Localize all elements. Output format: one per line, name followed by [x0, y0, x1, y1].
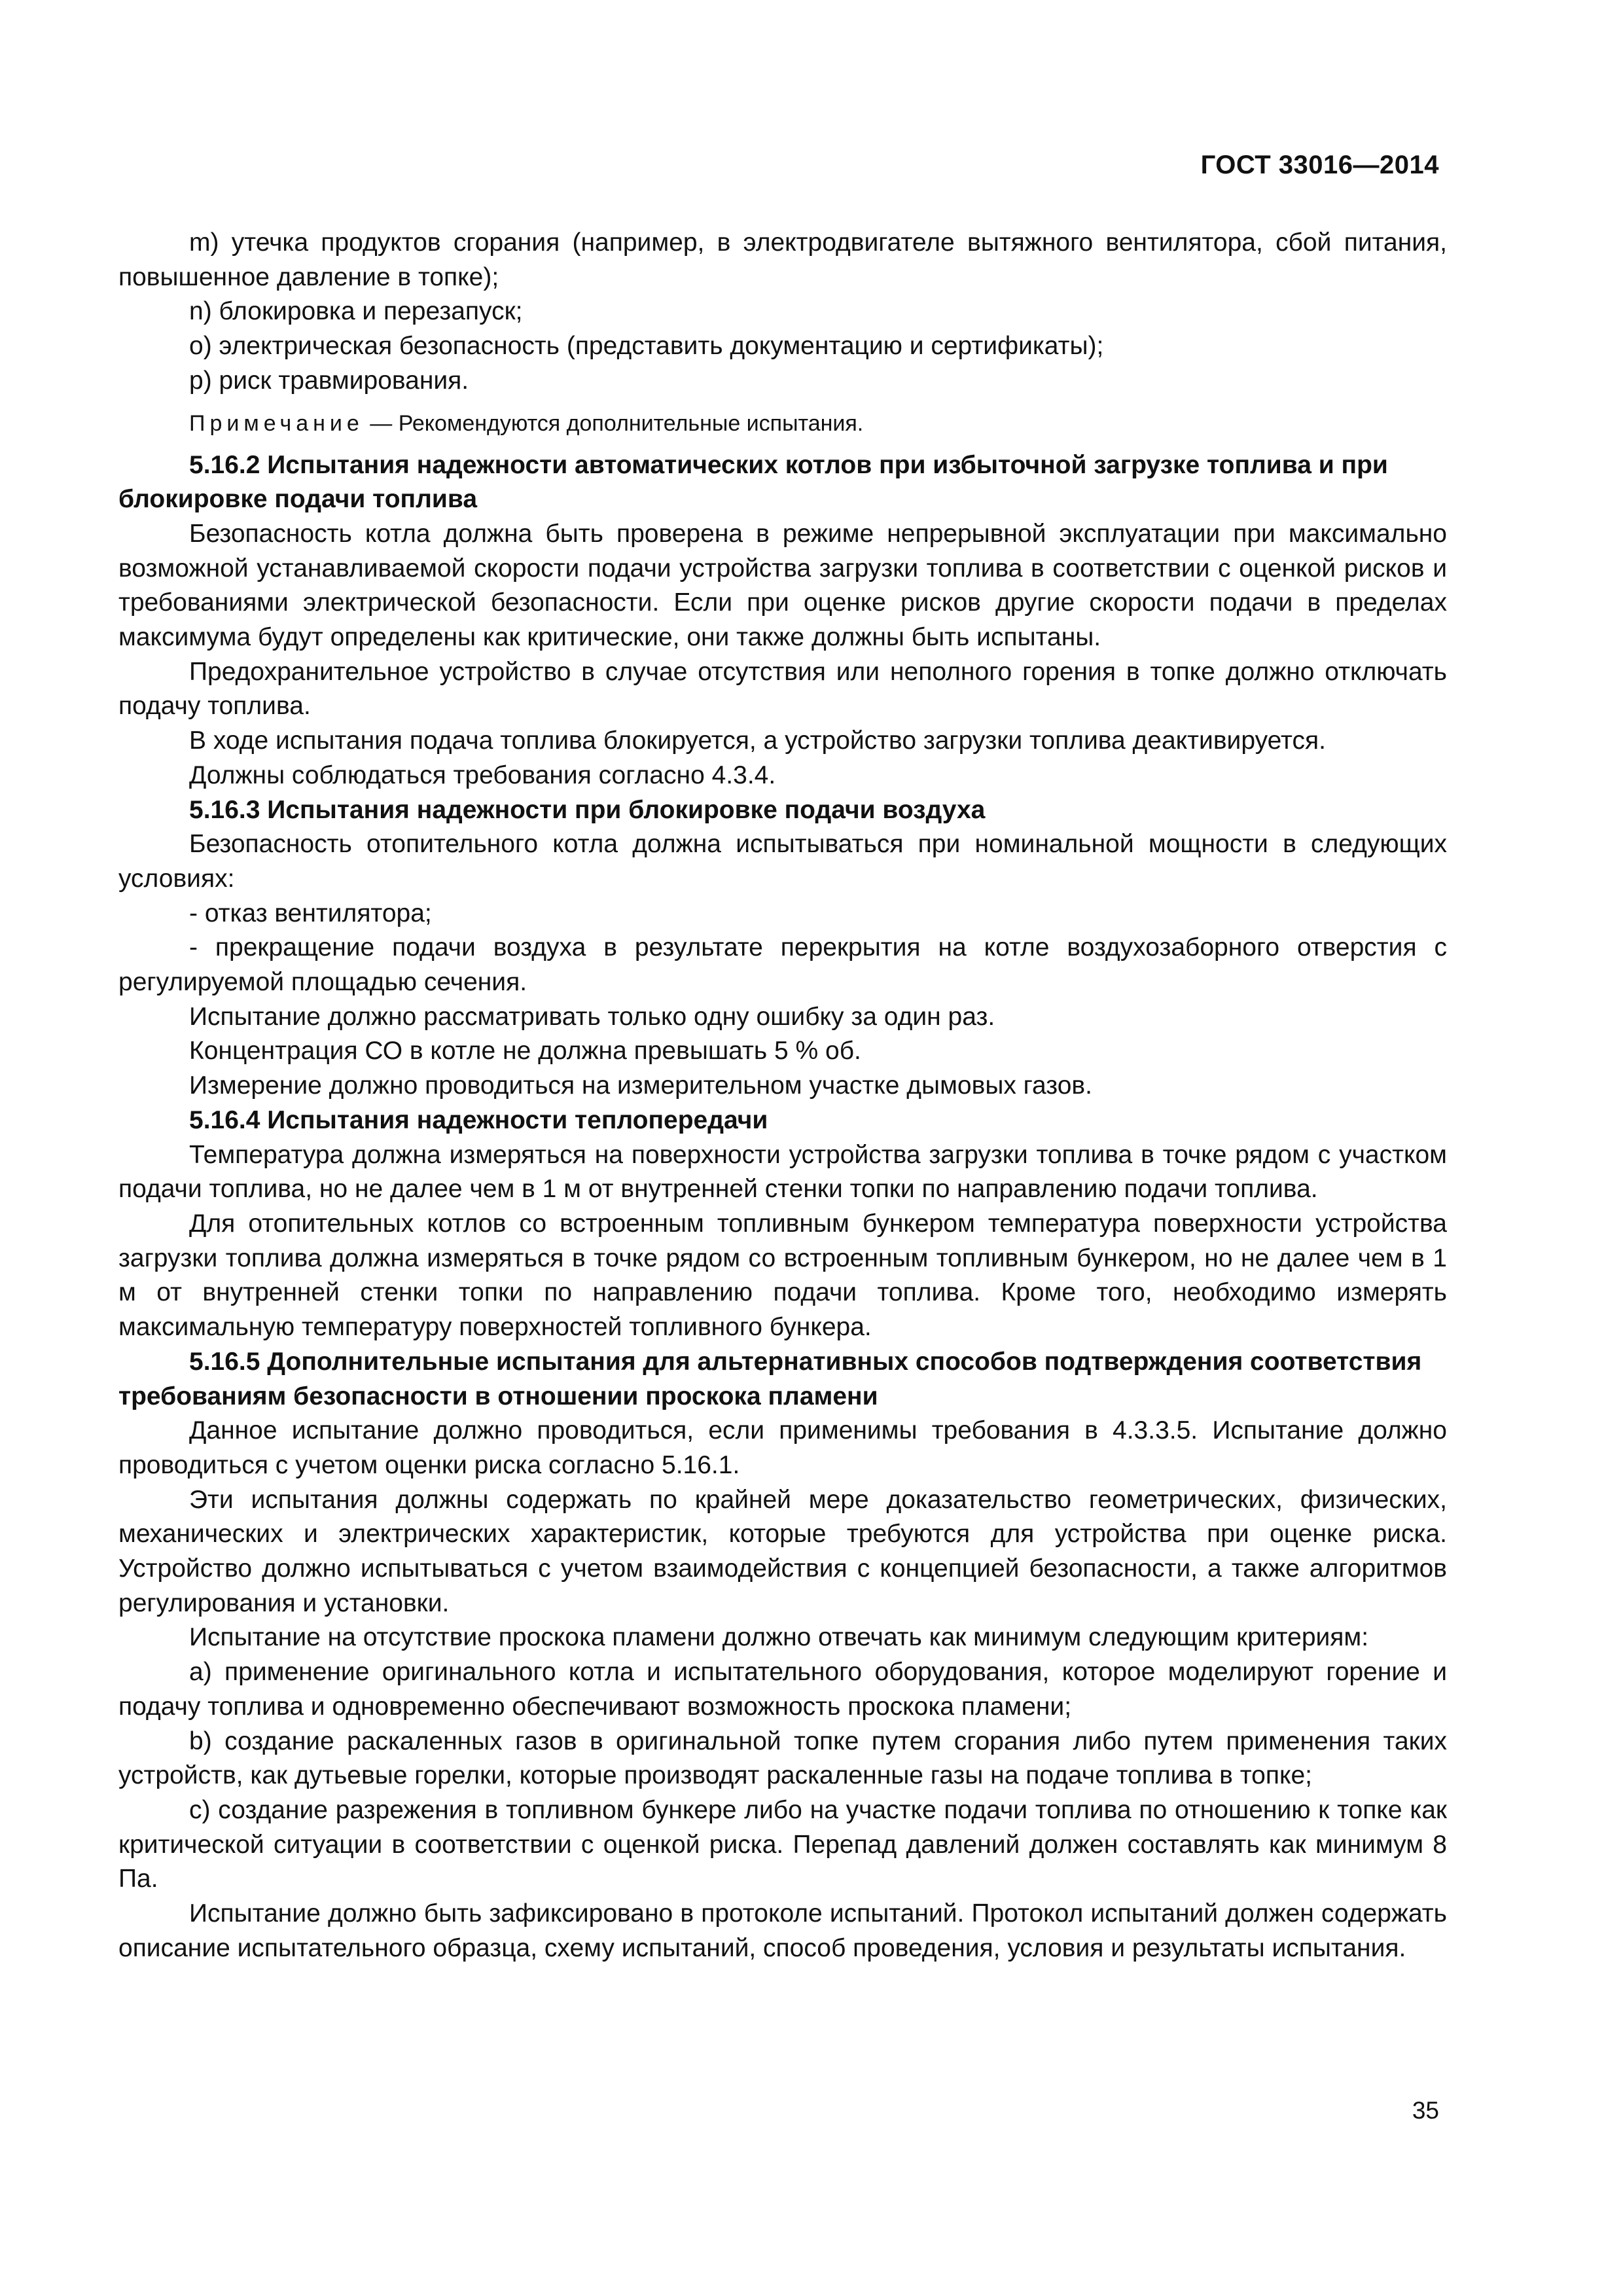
- page-number: 35: [1412, 2097, 1439, 2124]
- list-item-c: с) создание разрежения в топливном бункере либо на участке подачи топлива по отношению к топке как критической ситуации в соответствии с оценкой риска. Перепад давлений должен составлять как минимум 8 Па.: [118, 1795, 1447, 1893]
- note: [118, 408, 1447, 439]
- paragraph: Концентрация СО в котле не должна превышать 5 % об.: [189, 1037, 861, 1066]
- note-label: Примечание: [189, 410, 364, 436]
- list-item-dash: - прекращение подачи воздуха в результате перекрытия на котле воздухозаборного отверстия с регулируемой площадью сечения.: [118, 933, 1447, 997]
- list-item-dash: - отказ вентилятора;: [189, 899, 432, 927]
- paragraph: Безопасность отопительного котла должна испытываться при номинальной мощности в следующих условиях:: [118, 830, 1447, 893]
- section-heading-5-16-5: 5.16.5 Дополнительные испытания для альтернативных способов подтверждения соответствия требованиям безопасности в отношении проскока пламени: [118, 1347, 1422, 1410]
- list-item-n: n) блокировка и перезапуск;: [189, 297, 523, 326]
- paragraph: Испытание должно рассматривать только одну ошибку за один раз.: [189, 1002, 995, 1031]
- list-item-p: р) риск травмирования.: [189, 366, 469, 395]
- paragraph: Измерение должно проводиться на измерительном участке дымовых газов.: [189, 1071, 1092, 1100]
- paragraph: Испытание должно быть зафиксировано в протоколе испытаний. Протокол испытаний должен содержать описание испытательного образца, схему испытаний, способ проведения, условия и результаты испытания.: [118, 1899, 1447, 1962]
- paragraph: Для отопительных котлов со встроенным топливным бункером температура поверхности устройства загрузки топлива должна измеряться в точке рядом со встроенным топливным бункером, но не далее чем в 1 м от внутренней стенки топки по направлению подачи топлива. Кроме того, необходимо измерять максимальную температуру поверхностей топливного бункера.: [118, 1209, 1447, 1342]
- paragraph: В ходе испытания подача топлива блокируется, а устройство загрузки топлива деактивируется.: [189, 726, 1326, 755]
- document-header-title: ГОСТ 33016—2014: [1200, 151, 1439, 179]
- paragraph: Безопасность котла должна быть проверена в режиме непрерывной эксплуатации при максимально возможной устанавливаемой скорости подачи устройства загрузки топлива в соответствии с оценкой рисков и требованиями электрической безопасности. Если при оценке рисков другие скорости подачи в пределах максимума будут определены как критические, они также должны быть испытаны.: [118, 519, 1447, 652]
- paragraph: Предохранительное устройство в случае отсутствия или неполного горения в топке должно отключать подачу топлива.: [118, 657, 1447, 721]
- section-heading-5-16-4: 5.16.4 Испытания надежности теплопередачи: [189, 1105, 768, 1134]
- section-heading-5-16-3: 5.16.3 Испытания надежности при блокировке подачи воздуха: [189, 795, 986, 824]
- list-item-a: а) применение оригинального котла и испытательного оборудования, которое моделируют горение и подачу топлива и одновременно обеспечивают возможность проскока пламени;: [118, 1658, 1447, 1721]
- paragraph: Данное испытание должно проводиться, если применимы требования в 4.3.3.5. Испытание должно проводиться с учетом оценки риска согласно 5.16.1.: [118, 1416, 1447, 1479]
- list-item-b: b) создание раскаленных газов в оригинальной топке путем сгорания либо путем применения таких устройств, как дутьевые горелки, которые производят раскаленные газы на подаче топлива в топке;: [118, 1727, 1447, 1790]
- note-text: — Рекомендуются дополнительные испытания.: [370, 410, 864, 436]
- paragraph: Эти испытания должны содержать по крайней мере доказательство геометрических, физических, механических и электрических характеристик, которые требуются для устройства при оценке риска. Устройство должно испытываться с учетом взаимодействия с концепцией безопасности, а также алгоритмов регулирования и установки.: [118, 1485, 1447, 1617]
- list-item-m: m) утечка продуктов сгорания (например, в электродвигателе вытяжного вентилятора, сбой питания, повышенное давление в топке);: [118, 228, 1447, 291]
- paragraph: Температура должна измеряться на поверхности устройства загрузки топлива в точке рядом с участком подачи топлива, но не далее чем в 1 м от внутренней стенки топки по направлению подачи топлива.: [118, 1140, 1447, 1204]
- paragraph: Испытание на отсутствие проскока пламени должно отвечать как минимум следующим критериям:: [189, 1623, 1369, 1652]
- paragraph: Должны соблюдаться требования согласно 4.3.4.: [189, 761, 776, 789]
- list-item-o: о) электрическая безопасность (представить документацию и сертификаты);: [189, 332, 1104, 361]
- document-body: [118, 226, 1447, 1965]
- section-heading-5-16-2: 5.16.2 Испытания надежности автоматических котлов при избыточной загрузке топлива и при блокировке подачи топлива: [118, 450, 1388, 514]
